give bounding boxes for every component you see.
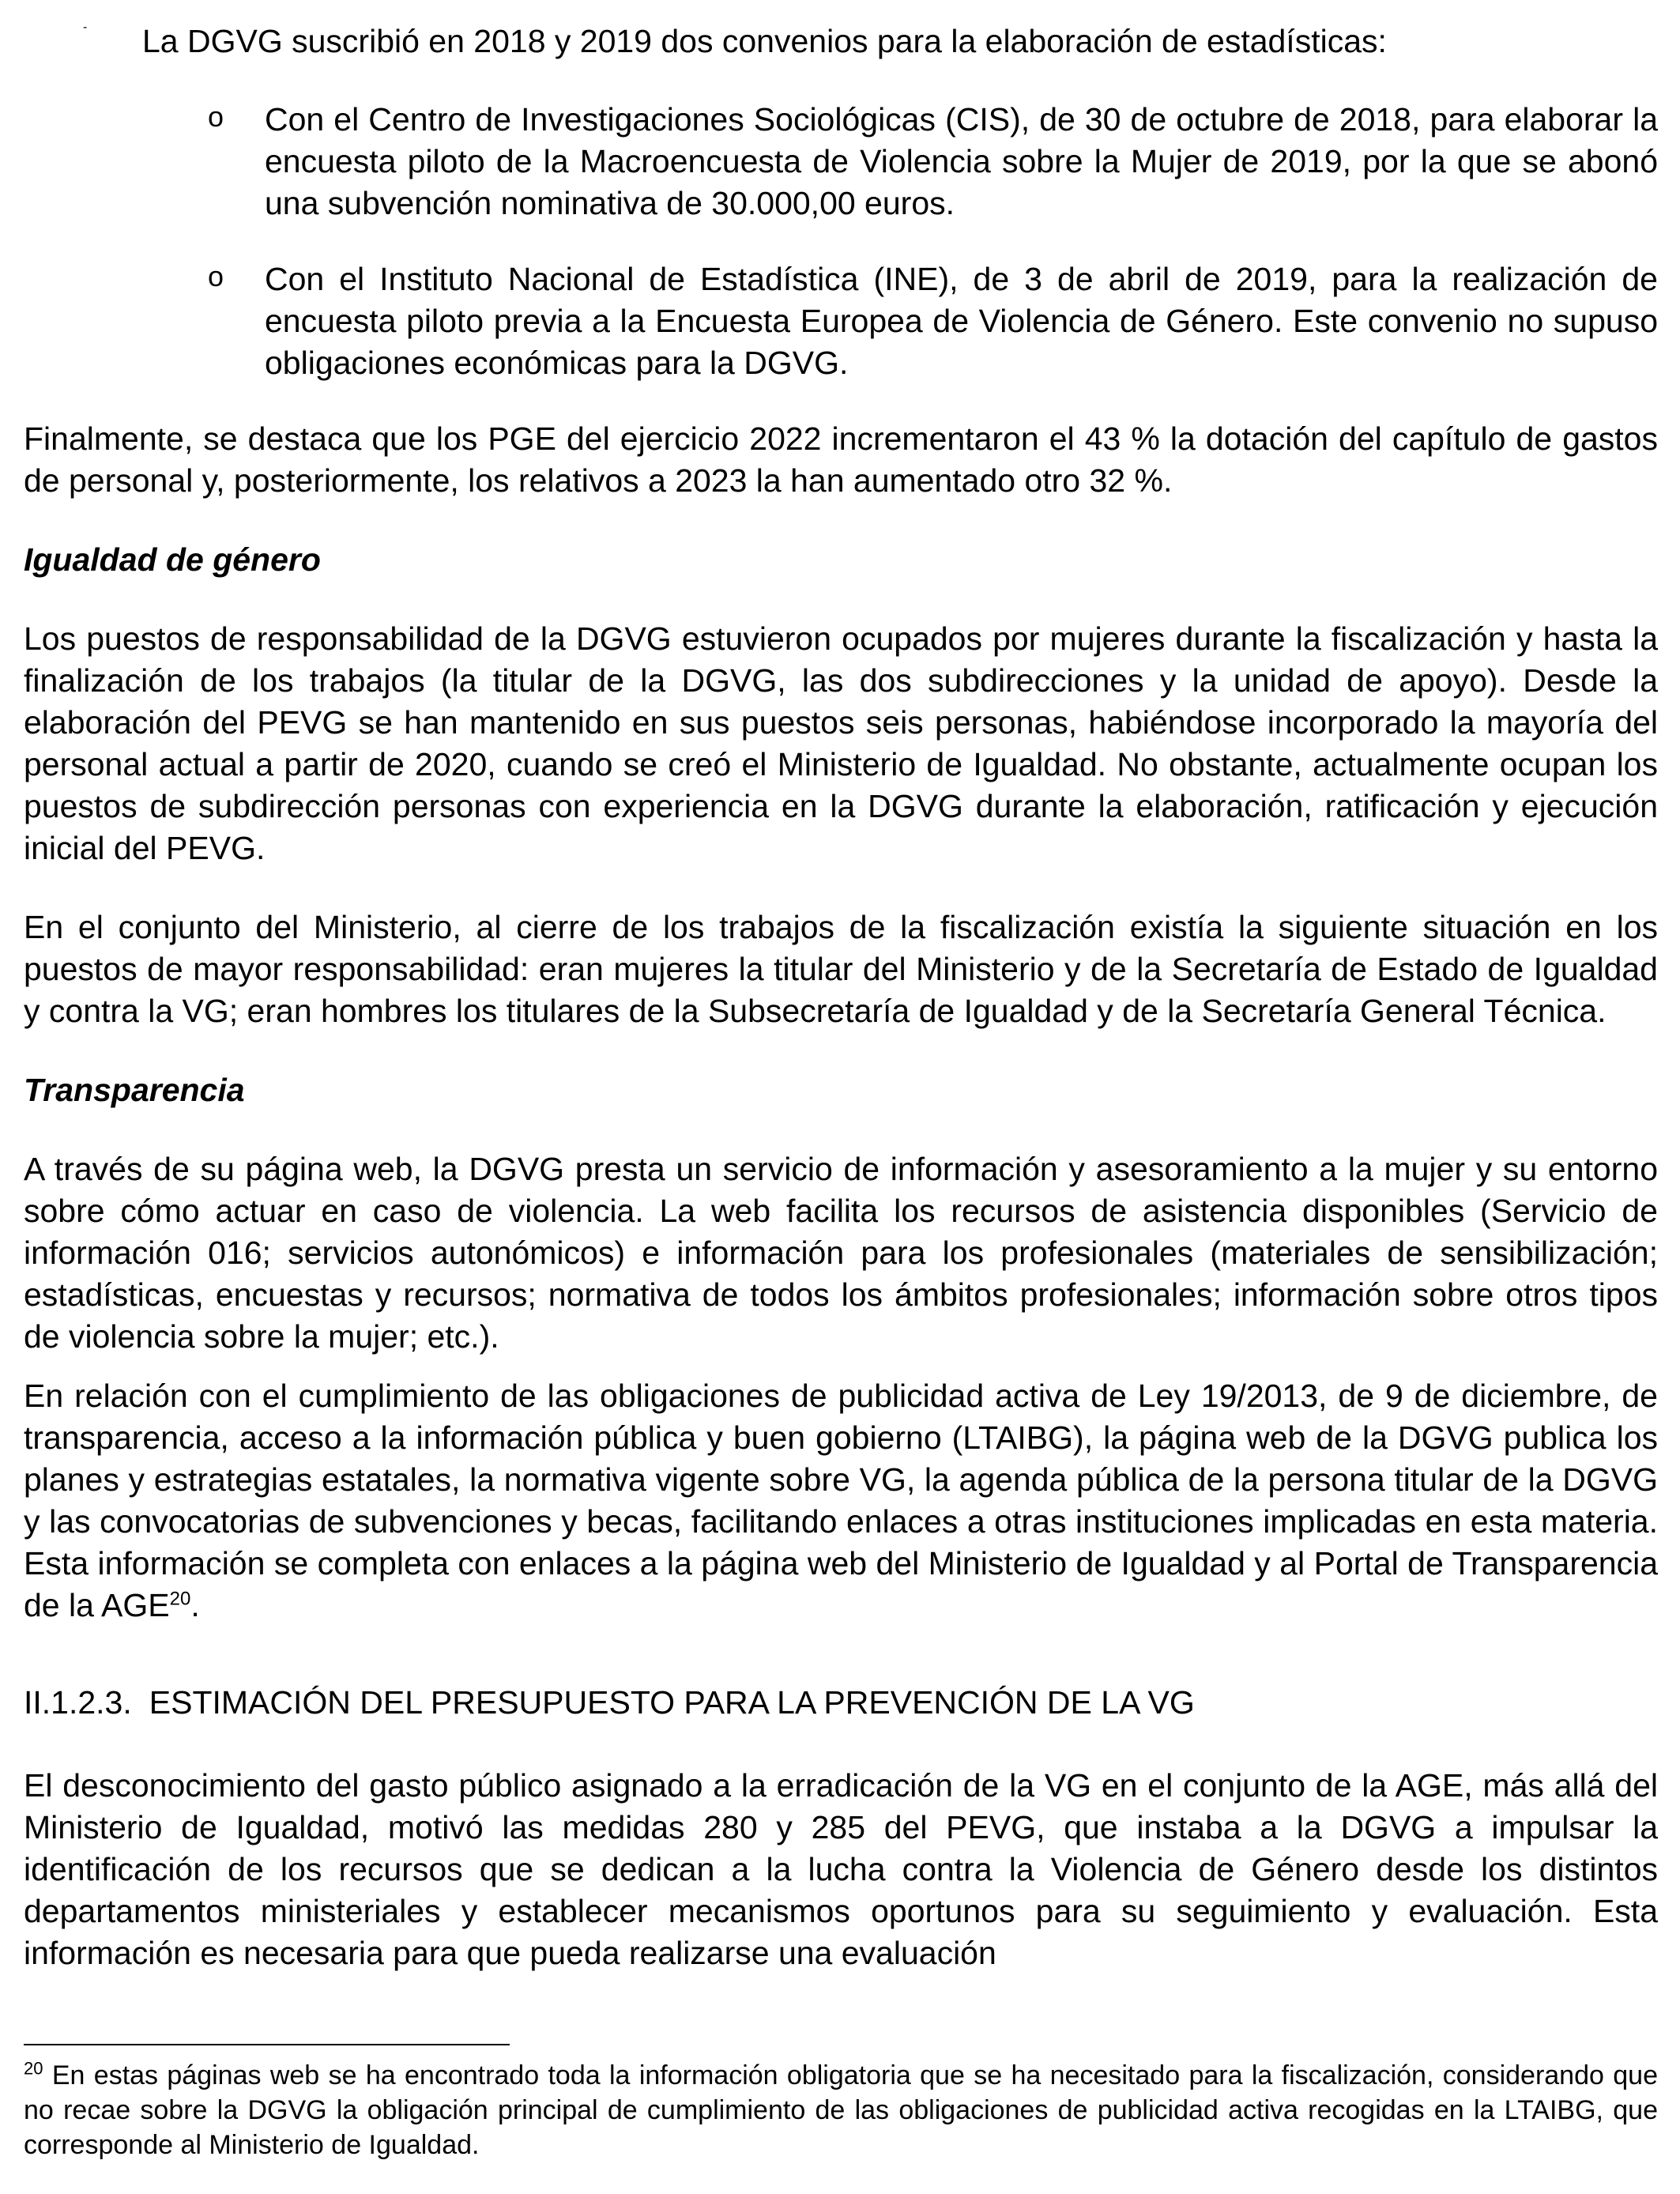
sentence-end: . <box>190 1587 200 1623</box>
sub-item-text: Con el Instituto Nacional de Estadística (INE), de 3 de abril de 2019, para la realización de encuesta piloto previa a la Encuesta Europea de Violencia de Género. Este convenio no supuso obligaciones económicas para la DGVG. <box>265 261 1658 381</box>
dash-item-text: La DGVG suscribió en 2018 y 2019 dos convenios para la elaboración de estadísticas: <box>142 23 1387 59</box>
circle-bullet-marker: o <box>208 260 224 292</box>
paragraph-finalmente: Finalmente, se destaca que los PGE del ejercicio 2022 incrementaron el 43 % la dotación del capítulo de gastos de personal y, posteriormente, los relativos a 2023 la han aumentado otro 32 %. <box>24 420 1658 499</box>
heading-igualdad-de-genero: Igualdad de género <box>24 541 321 578</box>
footnote-reference[interactable]: 20 <box>169 1588 191 1610</box>
footnote-number: 20 <box>24 2058 43 2079</box>
paragraph-conjunto-ministerio: En el conjunto del Ministerio, al cierre de los trabajos de la fiscalización existía la siguiente situación en los puestos de mayor responsabilidad: eran mujeres la titular del Ministerio y de la Secretaría de Estado de Igualdad y contra la VG; eran hombres los titulares de la Subsecretaría de Igualdad y de la Secretaría General Técnica. <box>24 909 1658 1029</box>
footnote-separator <box>24 2044 510 2045</box>
footnote-paragraph <box>24 2058 1658 2162</box>
paragraph-pagina-web: A través de su página web, la DGVG presta un servicio de información y asesoramiento a la mujer y su entorno sobre cómo actuar en caso de violencia. La web facilita los recursos de asistencia disponibles (Servicio de información 016; servicios autonómicos) e información para los profesionales (materiales de sensibilización; estadísticas, encuestas y recursos; normativa de todos los ámbitos profesionales; información sobre otros tipos de violencia sobre la mujer; etc.). <box>24 1151 1658 1355</box>
heading-transparencia: Transparencia <box>24 1072 245 1108</box>
publicidad-activa-text: En relación con el cumplimiento de las obligaciones de publicidad activa de Ley 19/2013, de 9 de diciembre, de transparencia, acceso a la información pública y buen gobierno (LTAIBG), la página web de la DGVG publica los planes y estrategias estatales, la normativa vigente sobre VG, la agenda pública de la persona titular de la DGVG y las convocatorias de subvenciones y becas, facilitando enlaces a otras instituciones implicadas en esta materia. Esta información se completa con enlaces a la página web del Ministerio de Igualdad y al Portal de Transparencia de la AGE <box>24 1378 1658 1623</box>
paragraph-desconocimiento-gasto: El desconocimiento del gasto público asignado a la erradicación de la VG en el conjunto de la AGE, más allá del Ministerio de Igualdad, motivó las medidas 280 y 285 del PEVG, que instaba a la DGVG a impulsar la identificación de los recursos que se dedican a la lucha contra la Violencia de Género desde los distintos departamentos ministeriales y establecer mecanismos oportunos para su seguimiento y evaluación. Esta información es necesaria para que pueda realizarse una evaluación <box>24 1767 1658 1971</box>
footnote-text: En estas páginas web se ha encontrado toda la información obligatoria que se ha necesitado para la fiscalización, considerando que no recae sobre la DGVG la obligación principal de cumplimiento de las obligaciones de publicidad activa recogidas en la LTAIBG, que corresponde al Ministerio de Igualdad. <box>24 2060 1658 2160</box>
paragraph-puestos-responsabilidad: Los puestos de responsabilidad de la DGVG estuvieron ocupados por mujeres durante la fiscalización y hasta la finalización de los trabajos (la titular de la DGVG, las dos subdirecciones y la unidad de apoyo). Desde la elaboración del PEVG se han mantenido en sus puestos seis personas, habiéndose incorporado la mayoría del personal actual a partir de 2020, cuando se creó el Ministerio de Igualdad. No obstante, actualmente ocupan los puestos de subdirección personas con experiencia en la DGVG durante la elaboración, ratificación y ejecución inicial del PEVG. <box>24 620 1658 866</box>
section-heading <box>24 1682 1658 1724</box>
sub-list-item-ine <box>24 258 1658 384</box>
section-title: ESTIMACIÓN DEL PRESUPUESTO PARA LA PREVENCIÓN DE LA VG <box>149 1684 1195 1721</box>
document-page <box>24 21 1658 1974</box>
paragraph-publicidad-activa <box>24 1375 1658 1627</box>
section-number: II.1.2.3. <box>24 1684 132 1721</box>
sub-item-text: Con el Centro de Investigaciones Sociológicas (CIS), de 30 de octubre de 2018, para elaborar la encuesta piloto de la Macroencuesta de Violencia sobre la Mujer de 2019, por la que se abonó una subvención nominativa de 30.000,00 euros. <box>265 101 1658 221</box>
dash-list-item <box>24 21 1658 62</box>
sub-list-item-cis <box>24 99 1658 224</box>
footnote <box>24 2058 1658 2162</box>
circle-bullet-marker: o <box>208 100 224 133</box>
dash-marker: - <box>83 21 88 34</box>
